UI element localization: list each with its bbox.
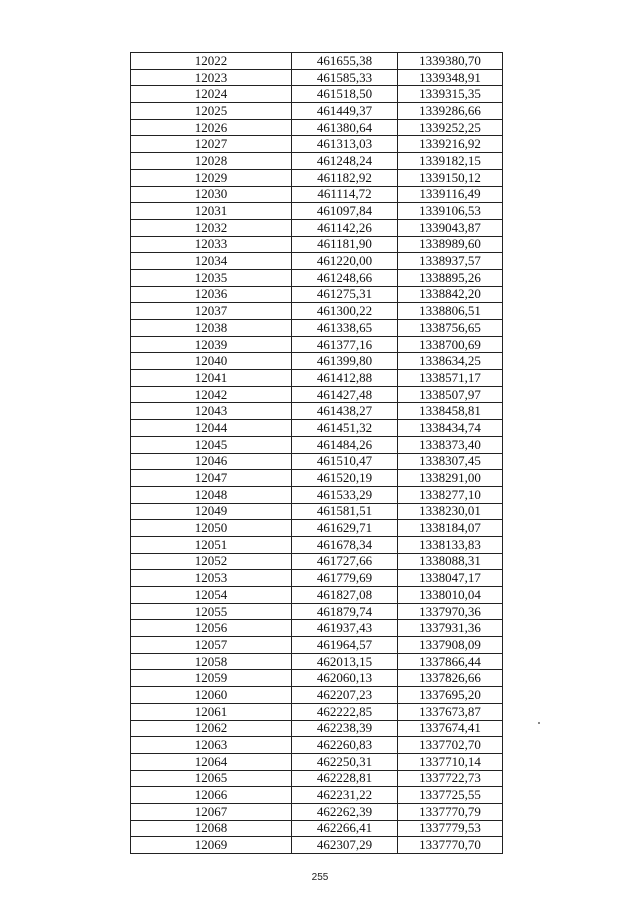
- point-number-cell: 12036: [131, 286, 292, 303]
- x-coordinate-cell: 462228,81: [292, 770, 398, 787]
- point-number-cell: 12042: [131, 386, 292, 403]
- y-coordinate-cell: 1339116,49: [398, 186, 503, 203]
- point-number-cell: 12022: [131, 53, 292, 70]
- table-row: [131, 169, 503, 186]
- table-row: [131, 803, 503, 820]
- table-row: [131, 753, 503, 770]
- x-coordinate-cell: 462013,15: [292, 653, 398, 670]
- table-row: [131, 119, 503, 136]
- y-coordinate-cell: 1339348,91: [398, 69, 503, 86]
- y-coordinate-cell: 1339216,92: [398, 136, 503, 153]
- table-row: [131, 620, 503, 637]
- table-row: [131, 303, 503, 320]
- table-row: [131, 203, 503, 220]
- table-row: [131, 687, 503, 704]
- table-row: [131, 370, 503, 387]
- point-number-cell: 12052: [131, 553, 292, 570]
- table-row: [131, 637, 503, 654]
- y-coordinate-cell: 1338291,00: [398, 470, 503, 487]
- table-row: [131, 486, 503, 503]
- point-number-cell: 12035: [131, 269, 292, 286]
- y-coordinate-cell: 1337770,79: [398, 803, 503, 820]
- x-coordinate-cell: 461449,37: [292, 103, 398, 120]
- y-coordinate-cell: 1337770,70: [398, 837, 503, 854]
- y-coordinate-cell: 1337866,44: [398, 653, 503, 670]
- point-number-cell: 12064: [131, 753, 292, 770]
- y-coordinate-cell: 1339252,25: [398, 119, 503, 136]
- y-coordinate-cell: 1337931,36: [398, 620, 503, 637]
- table-row: [131, 69, 503, 86]
- point-number-cell: 12026: [131, 119, 292, 136]
- x-coordinate-cell: 461585,33: [292, 69, 398, 86]
- y-coordinate-cell: 1338842,20: [398, 286, 503, 303]
- point-number-cell: 12063: [131, 737, 292, 754]
- point-number-cell: 12033: [131, 236, 292, 253]
- x-coordinate-cell: 461412,88: [292, 370, 398, 387]
- table-row: [131, 253, 503, 270]
- y-coordinate-cell: 1338895,26: [398, 269, 503, 286]
- point-number-cell: 12032: [131, 219, 292, 236]
- y-coordinate-cell: 1338756,65: [398, 320, 503, 337]
- x-coordinate-cell: 461484,26: [292, 436, 398, 453]
- y-coordinate-cell: 1338434,74: [398, 420, 503, 437]
- point-number-cell: 12047: [131, 470, 292, 487]
- x-coordinate-cell: 461300,22: [292, 303, 398, 320]
- table-row: [131, 503, 503, 520]
- y-coordinate-cell: 1339106,53: [398, 203, 503, 220]
- point-number-cell: 12065: [131, 770, 292, 787]
- x-coordinate-cell: 461427,48: [292, 386, 398, 403]
- y-coordinate-cell: 1337702,70: [398, 737, 503, 754]
- point-number-cell: 12045: [131, 436, 292, 453]
- point-number-cell: 12069: [131, 837, 292, 854]
- table-row: [131, 320, 503, 337]
- point-number-cell: 12066: [131, 787, 292, 804]
- point-number-cell: 12053: [131, 570, 292, 587]
- x-coordinate-cell: 461520,19: [292, 470, 398, 487]
- point-number-cell: 12024: [131, 86, 292, 103]
- point-number-cell: 12023: [131, 69, 292, 86]
- point-number-cell: 12037: [131, 303, 292, 320]
- y-coordinate-cell: 1339315,35: [398, 86, 503, 103]
- y-coordinate-cell: 1338571,17: [398, 370, 503, 387]
- x-coordinate-cell: 461779,69: [292, 570, 398, 587]
- x-coordinate-cell: 461937,43: [292, 620, 398, 637]
- table-row: [131, 53, 503, 70]
- x-coordinate-cell: 462238,39: [292, 720, 398, 737]
- x-coordinate-cell: 461380,64: [292, 119, 398, 136]
- y-coordinate-cell: 1338806,51: [398, 303, 503, 320]
- point-number-cell: 12050: [131, 520, 292, 537]
- x-coordinate-cell: 461451,32: [292, 420, 398, 437]
- x-coordinate-cell: 462266,41: [292, 820, 398, 837]
- table-row: [131, 587, 503, 604]
- table-row: [131, 153, 503, 170]
- point-number-cell: 12028: [131, 153, 292, 170]
- y-coordinate-cell: 1338989,60: [398, 236, 503, 253]
- x-coordinate-cell: 461313,03: [292, 136, 398, 153]
- table-row: [131, 219, 503, 236]
- y-coordinate-cell: 1337826,66: [398, 670, 503, 687]
- y-coordinate-cell: 1338937,57: [398, 253, 503, 270]
- table-row: [131, 653, 503, 670]
- table-body: [131, 53, 503, 854]
- table-row: [131, 386, 503, 403]
- x-coordinate-cell: 461248,66: [292, 269, 398, 286]
- table-row: [131, 453, 503, 470]
- x-coordinate-cell: 462060,13: [292, 670, 398, 687]
- table-row: [131, 603, 503, 620]
- y-coordinate-cell: 1338634,25: [398, 353, 503, 370]
- point-number-cell: 12068: [131, 820, 292, 837]
- table-row: [131, 720, 503, 737]
- point-number-cell: 12044: [131, 420, 292, 437]
- x-coordinate-cell: 461678,34: [292, 536, 398, 553]
- point-number-cell: 12051: [131, 536, 292, 553]
- y-coordinate-cell: 1338458,81: [398, 403, 503, 420]
- point-number-cell: 12046: [131, 453, 292, 470]
- table-row: [131, 703, 503, 720]
- table-row: [131, 269, 503, 286]
- x-coordinate-cell: 461655,38: [292, 53, 398, 70]
- point-number-cell: 12057: [131, 637, 292, 654]
- y-coordinate-cell: 1337722,73: [398, 770, 503, 787]
- point-number-cell: 12048: [131, 486, 292, 503]
- point-number-cell: 12061: [131, 703, 292, 720]
- x-coordinate-cell: 461097,84: [292, 203, 398, 220]
- y-coordinate-cell: 1337725,55: [398, 787, 503, 804]
- y-coordinate-cell: 1339182,15: [398, 153, 503, 170]
- x-coordinate-cell: 461181,90: [292, 236, 398, 253]
- table-row: [131, 820, 503, 837]
- x-coordinate-cell: 461275,31: [292, 286, 398, 303]
- x-coordinate-cell: 461581,51: [292, 503, 398, 520]
- table-row: [131, 436, 503, 453]
- point-number-cell: 12060: [131, 687, 292, 704]
- table-row: [131, 103, 503, 120]
- table-row: [131, 286, 503, 303]
- point-number-cell: 12030: [131, 186, 292, 203]
- y-coordinate-cell: 1337695,20: [398, 687, 503, 704]
- y-coordinate-cell: 1338047,17: [398, 570, 503, 587]
- scan-artifact-dot: [538, 722, 540, 724]
- x-coordinate-cell: 462250,31: [292, 753, 398, 770]
- y-coordinate-cell: 1338373,40: [398, 436, 503, 453]
- table-row: [131, 837, 503, 854]
- point-number-cell: 12038: [131, 320, 292, 337]
- table-row: [131, 737, 503, 754]
- table-row: [131, 186, 503, 203]
- point-number-cell: 12062: [131, 720, 292, 737]
- x-coordinate-cell: 461114,72: [292, 186, 398, 203]
- x-coordinate-cell: 462260,83: [292, 737, 398, 754]
- point-number-cell: 12058: [131, 653, 292, 670]
- table-row: [131, 770, 503, 787]
- table-row: [131, 86, 503, 103]
- point-number-cell: 12049: [131, 503, 292, 520]
- point-number-cell: 12040: [131, 353, 292, 370]
- x-coordinate-cell: 461220,00: [292, 253, 398, 270]
- y-coordinate-cell: 1339043,87: [398, 219, 503, 236]
- y-coordinate-cell: 1339150,12: [398, 169, 503, 186]
- x-coordinate-cell: 461510,47: [292, 453, 398, 470]
- table-row: [131, 570, 503, 587]
- table-row: [131, 420, 503, 437]
- x-coordinate-cell: 461533,29: [292, 486, 398, 503]
- table-row: [131, 787, 503, 804]
- y-coordinate-cell: 1338184,07: [398, 520, 503, 537]
- table-row: [131, 536, 503, 553]
- x-coordinate-cell: 462207,23: [292, 687, 398, 704]
- point-number-cell: 12055: [131, 603, 292, 620]
- point-number-cell: 12031: [131, 203, 292, 220]
- page-number: 255: [311, 872, 329, 883]
- x-coordinate-cell: 462307,29: [292, 837, 398, 854]
- y-coordinate-cell: 1338307,45: [398, 453, 503, 470]
- table-row: [131, 553, 503, 570]
- point-number-cell: 12043: [131, 403, 292, 420]
- x-coordinate-cell: 461248,24: [292, 153, 398, 170]
- y-coordinate-cell: 1337908,09: [398, 637, 503, 654]
- x-coordinate-cell: 461338,65: [292, 320, 398, 337]
- table-row: [131, 520, 503, 537]
- y-coordinate-cell: 1339286,66: [398, 103, 503, 120]
- x-coordinate-cell: 462222,85: [292, 703, 398, 720]
- coordinate-table: [130, 52, 503, 854]
- point-number-cell: 12067: [131, 803, 292, 820]
- y-coordinate-cell: 1337674,41: [398, 720, 503, 737]
- x-coordinate-cell: 461964,57: [292, 637, 398, 654]
- table-row: [131, 403, 503, 420]
- x-coordinate-cell: 462262,39: [292, 803, 398, 820]
- point-number-cell: 12041: [131, 370, 292, 387]
- point-number-cell: 12056: [131, 620, 292, 637]
- table-row: [131, 353, 503, 370]
- y-coordinate-cell: 1337673,87: [398, 703, 503, 720]
- point-number-cell: 12034: [131, 253, 292, 270]
- y-coordinate-cell: 1337970,36: [398, 603, 503, 620]
- y-coordinate-cell: 1338010,04: [398, 587, 503, 604]
- table-row: [131, 336, 503, 353]
- point-number-cell: 12059: [131, 670, 292, 687]
- x-coordinate-cell: 461142,26: [292, 219, 398, 236]
- x-coordinate-cell: 461827,08: [292, 587, 398, 604]
- y-coordinate-cell: 1338700,69: [398, 336, 503, 353]
- x-coordinate-cell: 462231,22: [292, 787, 398, 804]
- x-coordinate-cell: 461629,71: [292, 520, 398, 537]
- point-number-cell: 12025: [131, 103, 292, 120]
- point-number-cell: 12054: [131, 587, 292, 604]
- y-coordinate-cell: 1338088,31: [398, 553, 503, 570]
- y-coordinate-cell: 1338277,10: [398, 486, 503, 503]
- x-coordinate-cell: 461879,74: [292, 603, 398, 620]
- y-coordinate-cell: 1337710,14: [398, 753, 503, 770]
- y-coordinate-cell: 1338230,01: [398, 503, 503, 520]
- table-row: [131, 136, 503, 153]
- point-number-cell: 12039: [131, 336, 292, 353]
- x-coordinate-cell: 461518,50: [292, 86, 398, 103]
- x-coordinate-cell: 461727,66: [292, 553, 398, 570]
- x-coordinate-cell: 461377,16: [292, 336, 398, 353]
- x-coordinate-cell: 461399,80: [292, 353, 398, 370]
- y-coordinate-cell: 1337779,53: [398, 820, 503, 837]
- x-coordinate-cell: 461438,27: [292, 403, 398, 420]
- point-number-cell: 12029: [131, 169, 292, 186]
- table-row: [131, 470, 503, 487]
- table-row: [131, 670, 503, 687]
- y-coordinate-cell: 1338133,83: [398, 536, 503, 553]
- y-coordinate-cell: 1338507,97: [398, 386, 503, 403]
- table-row: [131, 236, 503, 253]
- point-number-cell: 12027: [131, 136, 292, 153]
- x-coordinate-cell: 461182,92: [292, 169, 398, 186]
- y-coordinate-cell: 1339380,70: [398, 53, 503, 70]
